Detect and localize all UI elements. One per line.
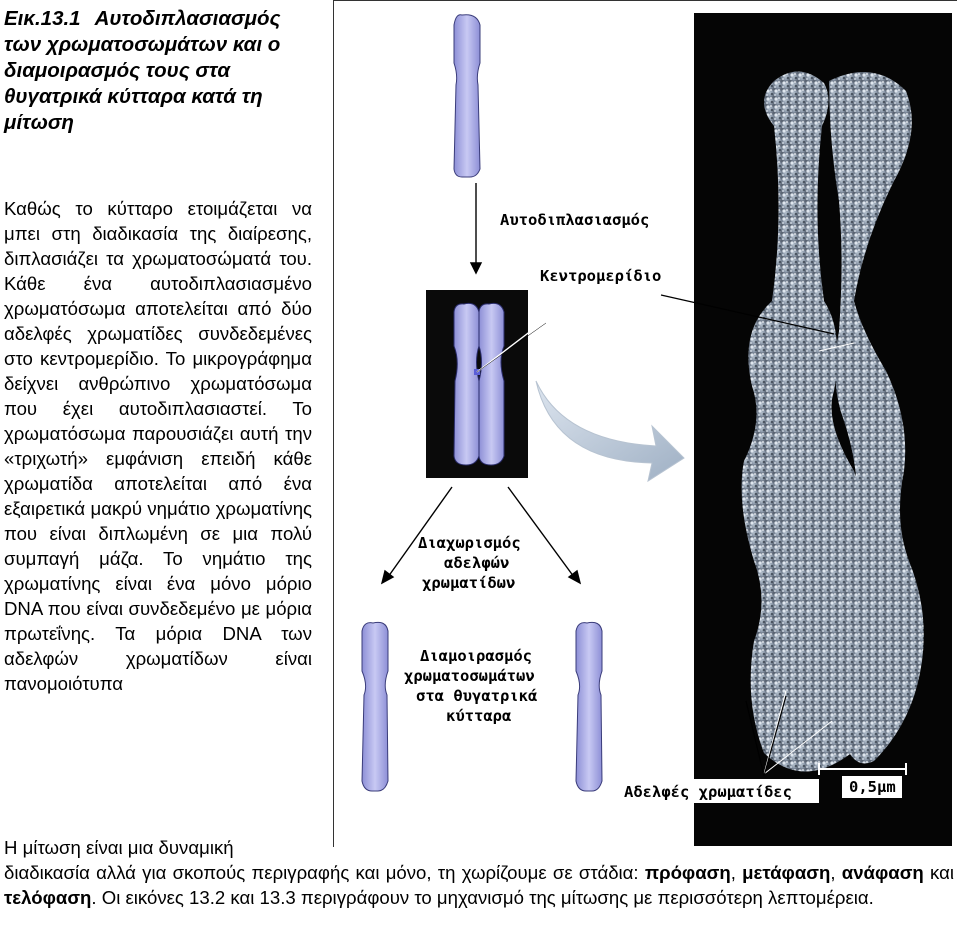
replication-arrow bbox=[471, 183, 481, 273]
separator: , bbox=[830, 862, 836, 883]
label-centromere: Κεντρομερίδιο bbox=[540, 267, 662, 285]
label-sister-chromatids: Αδελφές χρωματίδες bbox=[624, 783, 792, 801]
label-distribution-4: κύτταρα bbox=[446, 707, 512, 725]
figure-caption bbox=[4, 6, 314, 136]
label-separation-3: χρωματίδων bbox=[422, 574, 516, 592]
label-distribution-2: χρωματοσωμάτων bbox=[404, 667, 535, 685]
bottom-rest-suffix: . Οι εικόνες 13.2 και 13.3 περιγράφουν το μηχανισμό της μίτωσης με περισσότερη λεπτομέρεια. bbox=[91, 887, 874, 908]
separator: , bbox=[730, 862, 736, 883]
curved-arrow bbox=[536, 381, 684, 481]
chromosome-figure bbox=[333, 0, 957, 847]
term-metaphase: μετάφαση bbox=[742, 862, 831, 883]
label-distribution-1: Διαμοιρασμός bbox=[420, 647, 532, 665]
label-replication: Αυτοδιπλασιασμός bbox=[500, 211, 650, 229]
label-scale: 0,5μm bbox=[849, 778, 896, 796]
single-chromosome-top bbox=[454, 15, 480, 177]
daughter-chromosome-left bbox=[362, 622, 388, 791]
figure-number: Εικ.13.1 bbox=[4, 7, 81, 30]
side-paragraph: Καθώς το κύτταρο ετοιμάζεται να μπει στη διαδικασία της διαίρεσης, διπλασιάζει τα χρωματοσώματά του. Κάθε ένα αυτοδιπλασιασμένο χρωματόσωμα αποτελείται από δύο αδελφές χρωματίδες συνδεδεμένες στο κεντρομερίδιο. Το μικρογράφημα δείχνει ανθρώπινο χρωματόσωμα που έχει αυτοδιπλασιαστεί. Το χρωματόσωμα παρουσιάζει αυτή την «τριχωτή» εμφάνιση επειδή κάθε χρωματίδα αποτελείται από ένα εξαιρετικά μακρύ νημάτιο χρωματίνης που είναι διπλωμένη σε μια πολύ συμπαγή μάζα. Το νημάτιο της χρωματίνης είναι ένα μόνο μόριο DNA που είναι συνδεδεμένο με μόρια πρωτεΐνης. Τα μόρια DNA των αδελφών χρωματίδων είναι πανομοιότυπα bbox=[4, 198, 312, 694]
bottom-paragraph bbox=[4, 835, 954, 910]
term-anaphase: ανάφαση bbox=[841, 862, 924, 883]
replicated-chromosome-panel bbox=[426, 290, 546, 478]
bottom-rest-prefix: διαδικασία αλλά για σκοπούς περιγραφής και μόνο, τη χωρίζουμε σε στάδια: bbox=[4, 862, 639, 883]
figure-caption-text: Αυτοδιπλασιασμός των χρωματοσωμάτων και ο διαμοιρασμός τους στα θυγατρικά κύτταρα κατά τη μίτωση bbox=[4, 7, 281, 134]
label-separation-1: Διαχωρισμός bbox=[418, 534, 521, 552]
label-separation-2: αδελφών bbox=[444, 554, 510, 572]
term-telophase: τελόφαση bbox=[4, 887, 92, 908]
daughter-chromosome-right bbox=[576, 622, 602, 791]
label-distribution-3: στα θυγατρικά bbox=[416, 687, 538, 705]
term-prophase: πρόφαση bbox=[644, 862, 731, 883]
micrograph bbox=[694, 13, 952, 846]
figure-svg bbox=[334, 1, 957, 847]
bottom-line-1: Η μίτωση είναι μια δυναμική bbox=[4, 837, 234, 858]
word-and: και bbox=[930, 862, 954, 883]
